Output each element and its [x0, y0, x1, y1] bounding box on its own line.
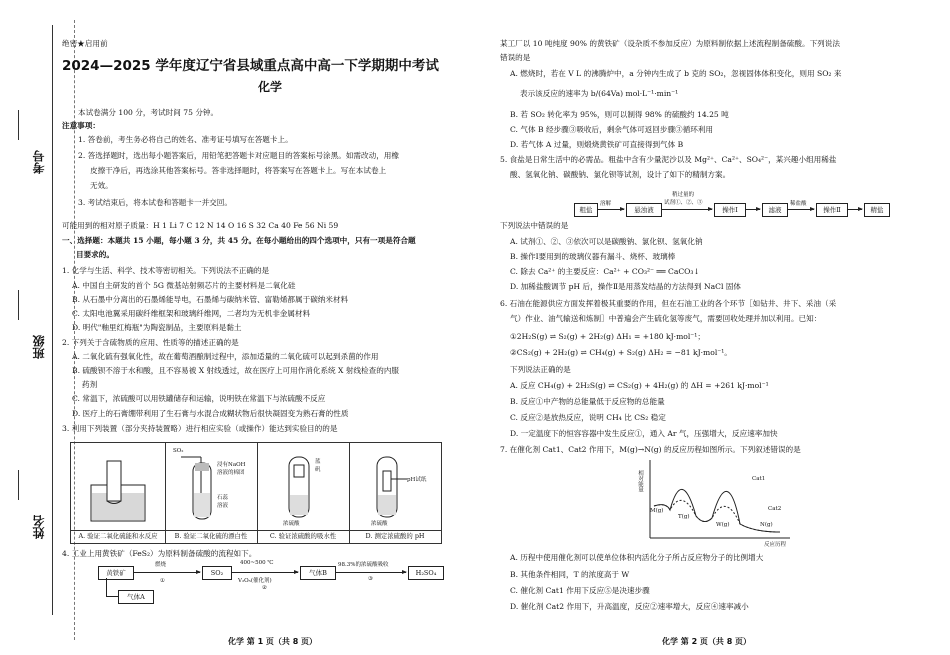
binding-line — [52, 25, 53, 615]
q7-label-w: W(g) — [716, 522, 730, 528]
q3c-label-vitriol: 矾 — [315, 467, 321, 473]
q4-option-d: D. 若气体 A 过量，则煅烧黄铁矿可直接得到气体 B — [510, 140, 684, 149]
note-1: 1. 答卷前，考生务必将自己的姓名、准考证号填写在答题卡上。 — [78, 135, 293, 144]
q7-label-n: N(g) — [760, 522, 773, 528]
q4-step-3: ③ — [368, 576, 373, 582]
section-heading-cont: 目要求的。 — [76, 250, 114, 259]
q5-label-hcl: 稀盐酸 — [790, 201, 807, 207]
footer-page-2: 化学 第 2 页（共 8 页） — [662, 637, 752, 646]
q4-box-pyrite: 黄铁矿 — [98, 566, 134, 580]
q4-stem: 4. 工业上用黄铁矿（FeS₂）为原料制备硫酸的流程如下。 — [62, 549, 257, 558]
q1-option-d: D. 明代"釉里红梅瓶"为陶瓷制品，主要原料是黏土 — [72, 323, 242, 332]
q3-caption-c: C. 验证浓硫酸的吸水性 — [257, 530, 349, 542]
q5-stem: 5. 食盐是日常生活中的必需品。粗盐中含有少量泥沙以及 Mg²⁺、Ca²⁺、SO₄²⁻，某兴趣小组用稀盐 — [500, 155, 837, 164]
q2-option-b-cont: 药剂 — [82, 380, 98, 389]
q4-option-a-cont: 表示该反应的速率为 b/(64Va) mol·L⁻¹·min⁻¹ — [520, 89, 679, 98]
q1-option-b: B. 从石墨中分离出的石墨烯能导电，石墨烯与碳纳米管、富勒烯都属于碳纳米材料 — [72, 295, 349, 304]
side-label-name: 姓名 — [32, 515, 46, 539]
side-label-exam-number: 考号 — [32, 150, 46, 174]
q6-equation-2: ②CS₂(g) + 2H₂(g) ⇌ CH₄(g) + S₂(g) ΔH₂ = −81 kJ·mol⁻¹。 — [510, 348, 732, 357]
q7-option-a: A. 历程中使用催化剂可以使单位体积内活化分子所占反应物分子的比例增大 — [510, 553, 764, 562]
q2-option-a: A. 二氧化硫有强氧化性，故在葡萄酒酿制过程中，添加适量的二氧化硫可以起到杀菌的作用 — [72, 352, 379, 361]
q3d-label-ph-paper: pH试纸 — [407, 477, 427, 483]
side-blank-name[interactable] — [18, 470, 29, 500]
q3-cell-a — [71, 443, 166, 543]
side-label-class: 班级 — [32, 335, 46, 359]
q3-apparatus-d — [349, 443, 441, 529]
q7-legend-cat2: Cat2 — [768, 506, 782, 512]
q6-option-a: A. 反应 CH₄(g) + 2H₂S(g) ⇌ CS₂(g) + 4H₂(g) 的 ΔH = +261 kJ·mol⁻¹ — [510, 381, 769, 390]
q5-label-excess: 稍过量的 — [672, 192, 695, 198]
q2-option-c: C. 常温下，浓硫酸可以用铁罐储存和运输，说明铁在常温下与浓硫酸不反应 — [72, 394, 326, 403]
q7-y-label: 相对能量 — [637, 470, 643, 492]
q4-box-gas-b: 气体B — [300, 566, 336, 580]
q3c-label-blue: 蓝 — [315, 459, 321, 465]
q4-option-b: B. 若 SO₂ 转化率为 95%，则可以制得 98% 的硫酸约 14.25 吨 — [510, 110, 729, 119]
q4-box-so2: SO₂ — [202, 566, 232, 580]
q6-option-c: C. 反应②是放热反应，说明 CH₄ 比 CS₂ 稳定 — [510, 413, 666, 422]
secret-label: 绝密★启用前 — [62, 39, 108, 48]
q3-caption-d: D. 测定浓硫酸的 pH — [349, 530, 441, 542]
q2-stem: 2. 下列关于含硫物质的应用、性质等的描述正确的是 — [62, 338, 239, 347]
q5-stem-cont: 酸、氢氧化钠、碳酸钠、氯化钡等试剂，设计了如下的精制方案。 — [510, 170, 731, 179]
q3-cell-b — [165, 443, 258, 543]
q5-option-d: D. 加稀盐酸调节 pH 后，操作Ⅱ是用蒸发结晶的方法得到 NaCl 固体 — [510, 282, 742, 291]
q6-stem: 6. 石油在能源供应方面发挥着极其重要的作用，但在石油工业的各个环节［如钻井、井下、采油（采 — [500, 299, 837, 308]
q3-stem: 3. 利用下列装置（部分夹持装置略）进行相应实验（或操作）能达到实验目的的是 — [62, 424, 338, 433]
q5-box-operation-1: 操作Ⅰ — [714, 203, 746, 217]
page-title: 2024—2025 学年度辽宁省县域重点高中高一下学期期中考试 — [62, 58, 439, 74]
note-2: 2. 答选择题时，选出每小题答案后，用铅笔把答题卡对应题目的答案标号涂黑。如需改动，用橡 — [78, 151, 399, 160]
q5-label-reagents: 试剂①、②、③ — [664, 200, 703, 206]
q5-option-c: C. 除去 Ca²⁺ 的主要反应：Ca²⁺ + CO₃²⁻ ══ CaCO₃↓ — [510, 267, 700, 276]
q3-apparatus-a — [71, 443, 165, 529]
q6-stem-cont: 气）作业、油气输送和炼制］中普遍会产生硫化氢等废气，需要回收处理并加以利用。已知： — [510, 314, 822, 323]
q5-option-b: B. 操作Ⅰ要用到的玻璃仪器有漏斗、烧杯、玻璃棒 — [510, 252, 676, 261]
q3-apparatus-c — [257, 443, 349, 529]
side-blank-class[interactable] — [18, 290, 29, 320]
q7-option-d: D. 催化剂 Cat2 作用下，升高温度，反应②速率增大，反应④速率减小 — [510, 602, 749, 611]
q1-option-a: A. 中国自主研发的首个 5G 微基站射频芯片的主要材料是二氧化硅 — [72, 281, 296, 290]
atomic-masses: 可能用到的相对原子质量：H 1 Li 7 C 12 N 14 O 16 S 32 Ca 40 Fe 56 Ni 59 — [62, 221, 339, 230]
q5-option-a: A. 试剂①、②、③依次可以是碳酸钠、氯化钡、氢氧化钠 — [510, 237, 703, 246]
q4-cont-line-2: 错误的是 — [500, 53, 531, 62]
q3b-label-solution: 溶液 — [217, 503, 229, 509]
q4-arrow-3 — [336, 572, 406, 573]
q2-option-b: B. 硫酸钡不溶于水和酸，且不容易被 X 射线透过，故在医疗上可用作消化系统 X 射线检查的内服 — [72, 366, 400, 375]
q3-caption-a: A. 验证二氧化硫能和水反应 — [71, 530, 165, 542]
q4-cont-line-1: 某工厂以 10 吨纯度 90% 的黄铁矿（设杂质不参加反应）为原料制依据上述流程制备硫酸。下列说法 — [500, 39, 840, 48]
q3c-label-acid: 浓硫酸 — [283, 521, 300, 527]
q7-legend-cat1: Cat1 — [752, 476, 766, 482]
q7-stem: 7. 在催化剂 Cat1、Cat2 作用下，M(g)→N(g) 的反应历程如图所示。下列叙述错误的是 — [500, 445, 801, 454]
q3-cell-c — [257, 443, 350, 543]
q6-option-b: B. 反应①中产物的总能量低于反应物的总能量 — [510, 397, 665, 406]
q5-arrow-1 — [598, 209, 624, 210]
q1-option-c: C. 太阳电池翼采用碳纤维框架和玻璃纤维网，二者均为无机非金属材料 — [72, 309, 311, 318]
q3b-label-naoh: 浸有NaOH — [217, 462, 246, 468]
q3-caption-b: B. 验证二氧化硫的漂白性 — [165, 530, 257, 542]
q2-option-d: D. 医疗上的石膏绷带利用了生石膏与水混合成糊状物后很快凝固变为熟石膏的性质 — [72, 409, 349, 418]
q3b-label-cotton: 溶液的棉团 — [217, 470, 245, 476]
subject-title: 化学 — [258, 80, 283, 94]
q4-step-1: ① — [160, 578, 165, 584]
q5-box-operation-2: 操作Ⅱ — [816, 203, 848, 217]
q4-arrow-1 — [134, 572, 200, 573]
q4-line-gas-a-h — [106, 596, 118, 597]
section-heading: 一、选择题：本题共 15 小题，每小题 3 分，共 45 分。在每小题给出的四个选项中，只有一项是符合题 — [62, 236, 416, 245]
q4-option-a: A. 燃烧时，若在 V L 的沸腾炉中，a 分钟内生成了 b 克的 SO₂，忽视固体体积变化，则用 SO₂ 来 — [510, 69, 842, 78]
q6-question: 下列说法正确的是 — [510, 365, 571, 374]
q4-box-h2so4: H₂SO₄ — [408, 566, 444, 580]
q3-apparatus-figure — [70, 442, 442, 544]
q5-arrow-4 — [788, 209, 814, 210]
q6-equation-1: ①2H₂S(g) ⇌ S₂(g) + 2H₂(g) ΔH₁ = +180 kJ·mol⁻¹； — [510, 332, 705, 341]
q7-energy-diagram — [640, 458, 800, 544]
q4-label-catalyst: V₂O₅(催化剂) — [238, 578, 272, 584]
note-2-cont: 皮擦干净后，再选涂其他答案标号。答非选择题时，将答案写在答题卡上。写在本试卷上 — [90, 166, 387, 175]
q7-option-c: C. 催化剂 Cat1 作用下反应⑤是决速步骤 — [510, 586, 650, 595]
note-3: 3. 考试结束后，将本试卷和答题卡一并交回。 — [78, 198, 232, 207]
q4-option-c: C. 气体 B 经步骤③吸收后，剩余气体可返回步骤③循环利用 — [510, 125, 714, 134]
q5-box-refined-salt: 精盐 — [864, 203, 890, 217]
q5-arrow-5 — [848, 209, 862, 210]
q4-label-burn: 燃烧 — [155, 562, 167, 568]
q1-stem: 1. 化学与生活、科学、技术等密切相关。下列说法不正确的是 — [62, 266, 270, 275]
q7-label-t: T(g) — [678, 514, 690, 520]
q4-arrow-2 — [232, 572, 298, 573]
side-blank-exam-number[interactable] — [18, 110, 29, 140]
q5-label-dissolve: 溶解 — [600, 201, 612, 207]
q6-option-d: D. 一定温度下的恒容容器中发生反应①，通入 Ar 气，压强增大，反应速率加快 — [510, 429, 778, 438]
q3d-label-acid: 浓硫酸 — [371, 521, 388, 527]
q3-cell-d — [349, 443, 441, 543]
footer-page-1: 化学 第 1 页（共 8 页） — [228, 637, 318, 646]
q3-apparatus-b — [165, 443, 257, 529]
q7-label-m: M(g) — [650, 508, 664, 514]
q5-arrow-2 — [662, 209, 712, 210]
q4-step-2: ② — [262, 585, 267, 591]
q4-box-gas-a: 气体A — [118, 590, 154, 604]
q3b-label-litmus: 石蕊 — [217, 495, 229, 501]
note-2-end: 无效。 — [90, 181, 113, 190]
q5-box-suspension: 悬浊液 — [626, 203, 662, 217]
q4-label-temp: 400~500 ℃ — [240, 560, 274, 566]
q7-x-label: 反应历程 — [764, 542, 787, 548]
q5-arrow-3 — [746, 209, 760, 210]
q5-box-crude-salt: 粗盐 — [574, 203, 598, 217]
exam-intro: 本试卷满分 100 分，考试时间 75 分钟。 — [78, 108, 219, 117]
q4-label-absorb: 98.3%的浓硫酸吸收 — [338, 562, 389, 568]
q5-question: 下列说法中错误的是 — [500, 221, 569, 230]
q3b-label-so2: SO₂ — [173, 448, 184, 454]
notes-heading: 注意事项： — [62, 121, 100, 130]
q7-option-b: B. 其他条件相同，T 的浓度高于 W — [510, 570, 630, 579]
q4-line-gas-a — [106, 578, 107, 596]
q5-box-filtrate: 滤液 — [762, 203, 788, 217]
